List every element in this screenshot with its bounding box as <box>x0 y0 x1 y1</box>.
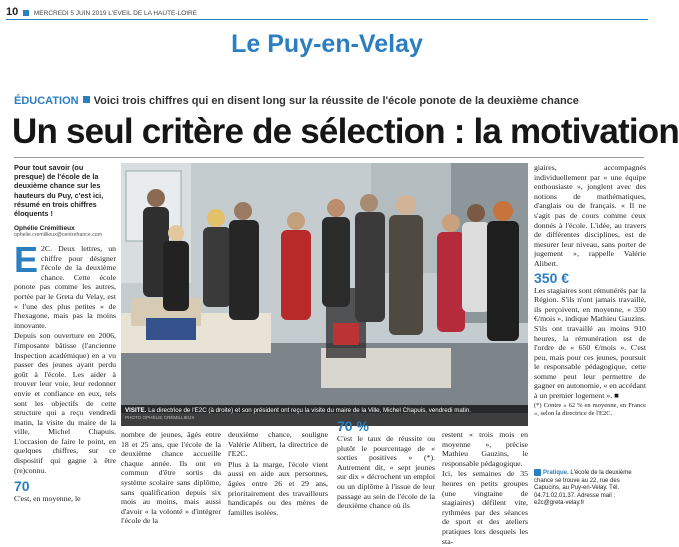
article-column-3 <box>228 430 328 518</box>
kicker-category: ÉDUCATION <box>14 95 79 107</box>
paragraph: Ici, les semaines de 35 heures en petits groupes (une vingtaine de stagiaires) défilent vite, rythmées par des séances de sport et des ateliers pratiques lors desquels les sta- <box>442 469 528 546</box>
photo-caption <box>121 405 528 426</box>
group-photo-illustration <box>121 163 528 413</box>
footnote: (*) Contre « 62 % en moyenne, en France », selon la directrice de l'E2C. <box>534 401 646 417</box>
drop-cap: E <box>14 239 39 280</box>
caption-label: VISITE. <box>125 407 147 414</box>
paragraph: Les stagiaires sont rémunérés par la Région. S'ils n'ont jamais travaillé, ils perçoivent, en moyenne, « 350 €/mois », indique Mathieu Gauzins. S'ils ont travaillé au moins 910 heures, la rémunération est de l'ordre de « 650 €/mois ». C'est peu, mais pour ces jeunes, poursuit le responsable pédagogique, cette somme peut leur permettre de gagner en autonomie, « en accédant à un premier logement ». ■ <box>534 285 646 401</box>
paragraph: C'est, en moyenne, le <box>14 494 81 504</box>
byline <box>14 225 114 238</box>
headline-rule <box>14 157 644 158</box>
page-number: 10 <box>6 6 19 18</box>
kicker <box>14 95 644 107</box>
issue-info: MERCREDI 5 JUIN 2019 L'EVEIL DE LA HAUTE-LOIRE <box>33 10 198 17</box>
author-email: ophelie.cremillieux@centrefrance.com <box>14 232 103 238</box>
photo-credit: PHOTO OPHÉLIE CRÉMILLIEUX <box>125 415 195 420</box>
paragraph: restent « trois mois en moyenne », précise Mathieu Gauzins, le responsable pédagogique. <box>442 430 528 468</box>
paragraph: C'est le taux de réussite ou plutôt le pourcentage de « sorties positives » (*). Autrement dit, « sept jeunes sur dix » décrochent un emploi ou un diplôme à l'issue de leur passage au sein de l'école de la deuxième chance où ils <box>337 434 435 511</box>
page-number-marker <box>23 10 29 16</box>
article-column-4 <box>337 418 435 512</box>
kicker-square-icon <box>83 96 90 103</box>
author-name: Ophélie Crémillieux <box>14 225 75 232</box>
article-column-2 <box>121 430 221 527</box>
article-column-1 <box>14 239 116 505</box>
figure-heading-70: 70 <box>14 478 30 495</box>
caption-text <box>125 407 524 414</box>
info-text: L'école de la deuxième chance se trouve au 22, rue des Capucins, au Puy-en-Velay. Tél. 04.71.02.01.37. Adresse mail : e2c@greta-velay.fr <box>534 470 632 507</box>
page-header-bar <box>6 6 648 20</box>
standfirst: Pour tout savoir (ou presque) de l'école de la deuxième chance sur les hauteurs du Puy, c'est ici, résumé en trois chiffres éloquents ! <box>14 163 104 219</box>
section-title: Le Puy-en-Velay <box>231 30 423 58</box>
paragraph: deuxième chance, souligne Valérie Alibert, la directrice de l'E2C. <box>228 430 328 459</box>
figure-heading-350-euros: 350 € <box>534 269 570 286</box>
paragraph: Plus à la marge, l'école vient aussi en aide aux personnes, âgées entre 26 et 29 ans, prioritairement des travailleurs handicapés ou des mères de familles isolées. <box>228 459 328 517</box>
kicker-text: Voici trois chiffres qui en disent long sur la réussite de l'école ponote de la deuxième chance <box>93 95 579 107</box>
paragraph: Depuis son ouverture en 2006, l'imposante bâtisse (l'ancienne Inspection académique) en a vu passer des jeunes ayant perdu goût à l'école. Les aider à trouver leur voie, leur redonner envie et confiance en eux, tels sont les objectifs de cette structure qui a reçu vendredi matin, la visite du maire de la ville, Michel Chapuis. L'occasion de faire le point, en quelques chiffres, sur ce dispositif qui gagne à être (re)connu. <box>14 331 116 475</box>
info-icon <box>534 469 541 476</box>
practical-info-box <box>534 469 646 508</box>
paragraph: giaires, accompagnés individuellement par « une équipe enthousiaste », jonglent avec des notions de mathématiques, d'anglais ou de français. « Il ne s'agit pas de cours comme ceux donnés à l'école. L'idée, au travers de différentes disciplines, est de mesurer leur niveau, sans porter de jugement », rappelle Valérie Alibert. <box>534 163 646 268</box>
paragraph: 2C. Deux lettres, un chiffre pour désigner l'école de la deuxième chance. Cette école ponote pas comme les autres, portée par le Greta du Velay, est « l'une des plus petites » de l'hexagone, mais pas la moins innovante. <box>14 244 116 330</box>
figure-heading-70-percent: 70 % <box>337 418 369 434</box>
article-column-5 <box>442 430 528 547</box>
caption-body: La directrice de l'E2C (à droite) et son président ont reçu la visite du maire de la Ville, Michel Chapuis, vendredi matin. <box>148 407 472 414</box>
headline: Un seul critère de sélection : la motivation <box>12 112 679 151</box>
paragraph: nombre de jeunes, âgés entre 18 et 25 ans, que l'école de la deuxième chance accueille chaque année. Ils ont en commun d'être sortis du système scolaire sans diplôme, sans qualification depuis six mois au moins, mais aussi d'avoir « la volonté » d'intégrer l'école de la <box>121 430 221 526</box>
article-column-6 <box>534 163 646 419</box>
group-photo <box>121 163 528 413</box>
info-label: Pratique. <box>543 470 569 477</box>
